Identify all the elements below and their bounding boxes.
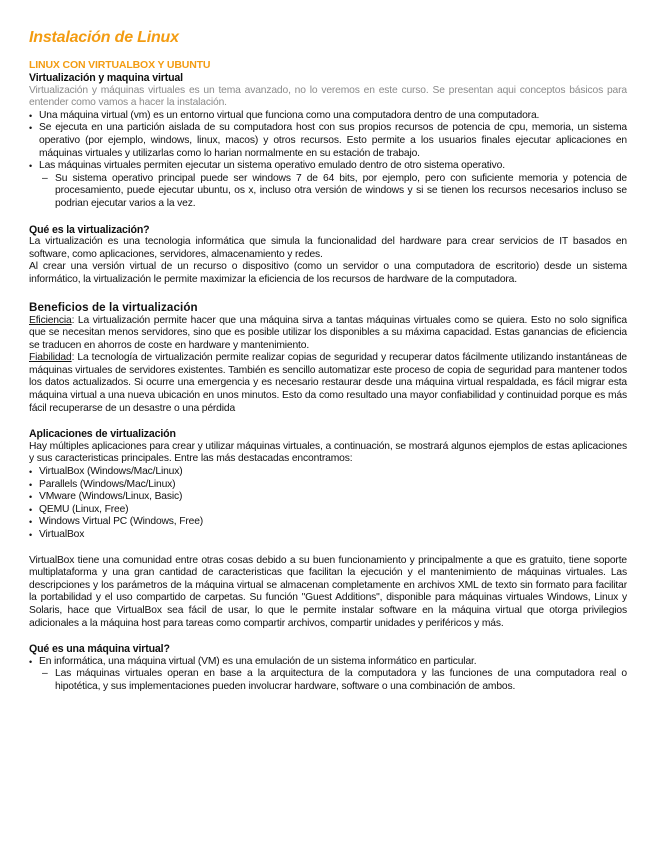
sub-list-item: – Las máquinas virtuales operan en base a la arquitectura de la computadora y las funciones de una computadora real o hipotética, y sus implementaciones pueden involucrar hardware, software o una combinación de ambos.: [29, 668, 627, 693]
section-virtualization-vm: [29, 72, 627, 211]
paragraph-efficiency: [29, 315, 627, 353]
efficiency-label: Eficiencia: [29, 314, 72, 326]
list-item: • QEMU (Linux, Free): [29, 504, 627, 517]
paragraph-virtualbox: VirtualBox tiene una comunidad entre otras cosas debido a su buen funcionamiento y principalmente a que es gratuito, tiene soporte multiplataforma y una gran cantidad de caracteristicas que facilitan la ejecución y el mantenimiento de máquinas virtuales. Las descripciones y los parámetros de la máquina virtual se almacenan completamente en archivos XML de texto sin formato para facilitar la portabilidad y el uso compartido de carpetas. Su función "Guest Additions", disponible para máquinas virtuales Windows, Linux y Solaris, hace que VirtualBox sea fácil de usar, lo que le permite instalar software en la máquina virtual que otorga privilegios adicionales a la máquina host para tareas como compartir archivos, compartir unidades y periféricos y más.: [29, 554, 627, 629]
paragraph: La virtualización es una tecnologia informática que simula la funcionalidad del hardware para crear servicios de IT basados en software, como aplicaciones, servidores, almacenamiento y redes.: [29, 236, 627, 260]
list-item: • Las máquinas virtuales permiten ejecutar un sistema operativo emulado dentro de otro sistema operativo.: [29, 160, 627, 173]
bullet-list: [29, 110, 627, 211]
section-heading: Beneficios de la virtualización: [29, 300, 198, 314]
list-item: • Windows Virtual PC (Windows, Free): [29, 516, 627, 529]
section-heading: Aplicaciones de virtualización: [29, 428, 176, 441]
section-heading: Qué es la virtualización?: [29, 223, 150, 236]
section-benefits: [29, 301, 627, 416]
paragraph-reliability: [29, 352, 627, 415]
list-item: • Una máquina virtual (vm) es un entorno virtual que funciona como una computadora dentro de una computadora.: [29, 110, 627, 123]
section-what-is-vm: [29, 643, 627, 693]
list-item: • VirtualBox: [29, 529, 627, 542]
reliability-text: : La tecnología de virtualización permite realizar copias de seguridad y recuperar datos fácilmente utilizando instantáneas de máquinas virtuales de servidores existentes. También es sencillo automatizar este proceso de copia de seguridad para mantener todos los datos actualizados. Si ocurre una emergencia y es necesario restaurar desde una máquina virtual respaldada, es fácil migrar esta máquina virtual a una nueva ubicación en unos minutos. Esto da como resultado una mayor confiabilidad y continuidad porque es más fácil recuperarse de un desastre o una pérdida: [29, 352, 627, 414]
paragraph: Hay múltiples aplicaciones para crear y utilizar máquinas virtuales, a continuación, se mostrará algunos ejemplos de estas aplicaciones y sus caracteristicas principales. Entre las más destacadas encontramos:: [29, 440, 627, 465]
list-item: • VMware (Windows/Linux, Basic): [29, 491, 627, 504]
sub-list-item: – Su sistema operativo principal puede ser windows 7 de 64 bits, por ejemplo, pero con suficiente memoria y potencia de procesamiento, puede ejecutar ubuntu, os x, incluso otra versión de windows y si se tienen los recursos necesarios incluso se podrian ejecutar varios a la vez.: [29, 173, 627, 211]
section-heading: Virtualización y maquina virtual: [29, 72, 183, 84]
document-title: Instalación de Linux: [29, 29, 179, 46]
list-item: • En informática, una máquina virtual (VM) es una emulación de un sistema informático en particular.: [29, 656, 627, 669]
list-item: • Parallels (Windows/Mac/Linux): [29, 479, 627, 492]
section-heading: Qué es una máquina virtual?: [29, 643, 170, 656]
efficiency-text: : La virtualización permite hacer que una máquina sirva a tantas máquinas virtuales como se quiera. Esto no solo significa que se necesitan menos servidores, sino que es posible utilizar los disponibles a su máxima capacidad. Estas ganancias de eficiencia se traducen en ahorros de coste en hardware y mantenimiento.: [29, 314, 627, 351]
reliability-label: Fiabilidad: [29, 352, 72, 364]
document-subtitle: LINUX CON VIRTUALBOX Y UBUNTU: [29, 59, 211, 71]
section-what-is-virtualization: [29, 224, 627, 287]
list-item: • Se ejecuta en una partición aislada de su computadora host con sus propios recursos de potencia de cpu, memoria, un sistema operativo (por ejemplo, windows, linux, macos) y otros recursos. Esto permite a los usuarios finales ejecutar aplicaciones en máquinas virtuales y utilizarlas como lo harian normalmente en su estación de trabajo.: [29, 122, 627, 160]
paragraph: Al crear una versión virtual de un recurso o dispositivo (como un servidor o una computadora de escritorio) desde un sistema informático, la virtualización le permite maximizar la eficiencia de los recursos de hardware de la computadora.: [29, 261, 627, 285]
intro-paragraph: Virtualización y máquinas virtuales es un tema avanzado, no lo veremos en este curso. Se presentan aqui conceptos básicos para entender como vamos a hacer la instalación.: [29, 84, 627, 109]
bullet-list: [29, 656, 627, 694]
section-applications: [29, 428, 627, 630]
apps-list: [29, 466, 627, 542]
list-item: • VirtualBox (Windows/Mac/Linux): [29, 466, 627, 479]
